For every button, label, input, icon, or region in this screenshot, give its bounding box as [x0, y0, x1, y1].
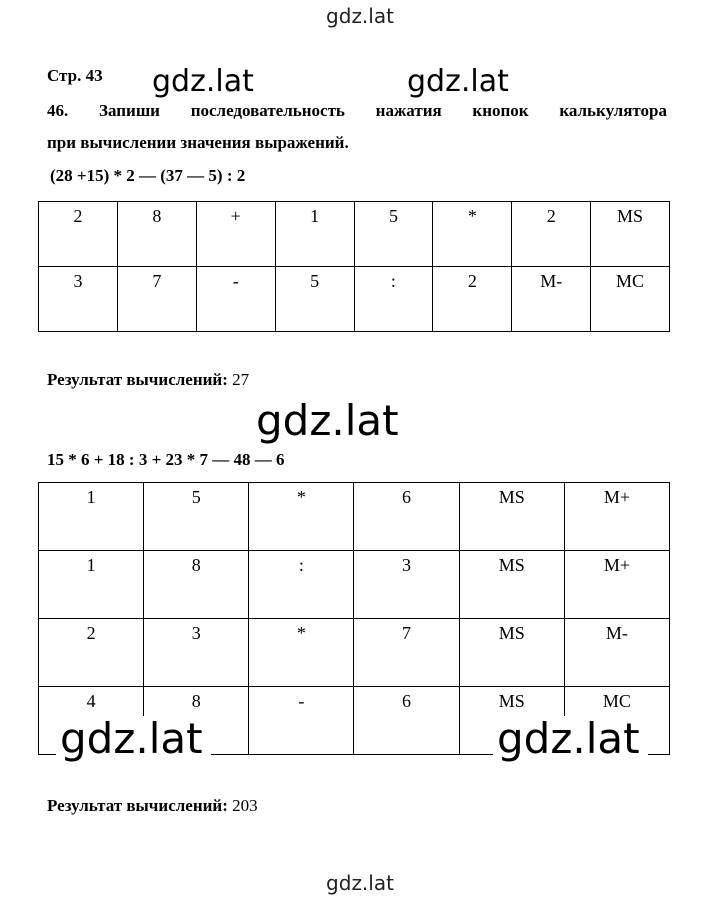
- key-cell: *: [249, 483, 354, 551]
- key-cell: *: [249, 619, 354, 687]
- key-cell: 6: [354, 687, 459, 755]
- key-cell: 7: [354, 619, 459, 687]
- result-1-label: Результат вычислений:: [47, 370, 228, 389]
- key-table-1: [38, 201, 670, 332]
- key-cell: M-: [512, 267, 591, 332]
- key-cell: -: [249, 687, 354, 755]
- table-row: [39, 202, 670, 267]
- watermark-overlay: gdz.lat: [405, 67, 515, 97]
- key-cell: MS: [459, 551, 564, 619]
- key-cell: :: [249, 551, 354, 619]
- key-cell: 3: [354, 551, 459, 619]
- key-cell: M+: [564, 483, 669, 551]
- key-cell: 6: [354, 483, 459, 551]
- task-line-2: при вычислении значения выражений.: [47, 133, 349, 152]
- watermark-overlay: gdz.lat: [493, 716, 648, 764]
- key-cell: 1: [39, 483, 144, 551]
- key-cell: 1: [39, 551, 144, 619]
- key-cell: 5: [144, 483, 249, 551]
- key-cell: MS: [459, 483, 564, 551]
- key-cell: 1: [275, 202, 354, 267]
- key-cell: -: [196, 267, 275, 332]
- key-cell: M+: [564, 551, 669, 619]
- table-row: [39, 267, 670, 332]
- task-line-1: 46. Запиши последовательность нажатия кнопок калькулятора: [47, 101, 667, 120]
- key-cell: *: [433, 202, 512, 267]
- key-cell: 8: [117, 202, 196, 267]
- result-2-label: Результат вычислений:: [47, 796, 228, 815]
- key-cell: 2: [433, 267, 512, 332]
- key-cell: 4: [39, 687, 144, 755]
- key-cell: 5: [275, 267, 354, 332]
- result-2-value: 203: [232, 796, 258, 815]
- table-row: [39, 483, 670, 551]
- table-row: [39, 619, 670, 687]
- key-cell: MC: [564, 687, 669, 755]
- result-2: [47, 796, 258, 816]
- key-cell: 3: [39, 267, 118, 332]
- watermark-overlay: gdz.lat: [150, 67, 260, 97]
- key-cell: 2: [39, 202, 118, 267]
- expression-2: 15 * 6 + 18 : 3 + 23 * 7 — 48 — 6: [47, 450, 285, 469]
- key-cell: MS: [459, 687, 564, 755]
- key-cell: MS: [459, 619, 564, 687]
- watermark-overlay: gdz.lat: [56, 716, 211, 764]
- key-cell: 8: [144, 687, 249, 755]
- key-cell: 5: [354, 202, 433, 267]
- page-number: Стр. 43: [47, 66, 103, 85]
- key-cell: MC: [591, 267, 670, 332]
- key-cell: :: [354, 267, 433, 332]
- task-heading: [47, 95, 667, 159]
- table-row: [39, 551, 670, 619]
- watermark-overlay: gdz.lat: [256, 396, 399, 445]
- key-cell: 7: [117, 267, 196, 332]
- result-1-value: 27: [232, 370, 250, 389]
- key-cell: M-: [564, 619, 669, 687]
- expression-1: (28 +15) * 2 — (37 — 5) : 2: [50, 166, 246, 185]
- watermark-top: gdz.lat: [326, 4, 394, 28]
- key-cell: MS: [591, 202, 670, 267]
- key-cell: 2: [512, 202, 591, 267]
- key-cell: +: [196, 202, 275, 267]
- key-cell: 3: [144, 619, 249, 687]
- key-cell: 8: [144, 551, 249, 619]
- key-cell: 2: [39, 619, 144, 687]
- result-1: [47, 370, 249, 390]
- watermark-bottom: gdz.lat: [326, 871, 394, 895]
